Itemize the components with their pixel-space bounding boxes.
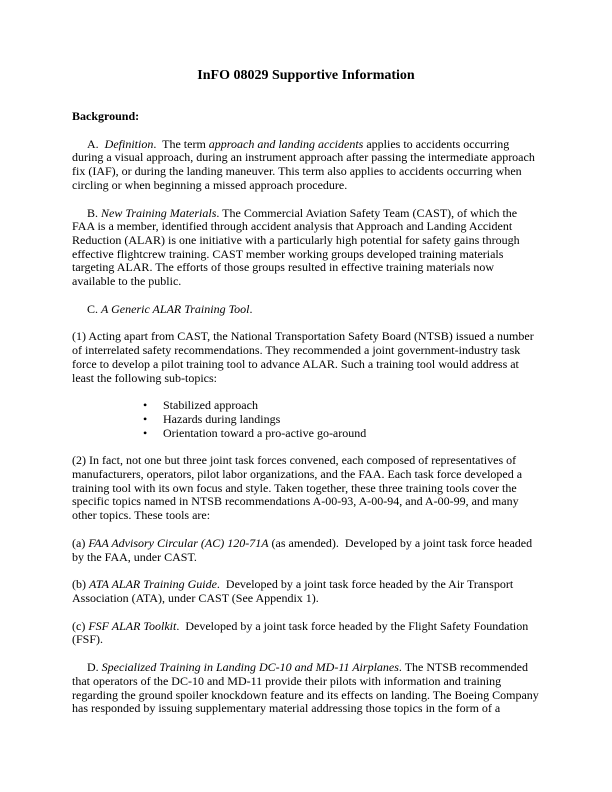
tool-item-c-fsf-alar-toolkit: (c) FSF ALAR Toolkit. Developed by a joint task force headed by the Flight Safety Foundation (FSF). [72, 618, 532, 647]
subtopics-bullet-list [72, 399, 540, 440]
tool-item-b-ata-alar-training-guide: (b) ATA ALAR Training Guide. Developed by a joint task force headed by the Air Transport Association (ATA), under CAST (See Appendix 1). [72, 577, 516, 605]
section-heading-background: Background: [72, 109, 140, 123]
list-item-stabilized-approach [143, 399, 540, 413]
tool-item-a-faa-advisory-circular: (a) FAA Advisory Circular (AC) 120-71A (as amended). Developed by a joint task force headed by the FAA, under CAST. [72, 535, 536, 564]
paragraph-c2-three-task-forces: (2) In fact, not one but three joint task forces convened, each composed of representatives of manufacturers, operators, pilot labor organizations, and the FAA. Each task force developed a training tool with its own focus and style. Taken together, these three training tools cover the specific topics named in NTSB recommendations A-00-93, A-00-94, and A-00-99, and many other topics. These tools are: [72, 453, 526, 523]
bullet-text: Orientation toward a pro-active go-around [163, 425, 367, 440]
bullet-text: Hazards during landings [163, 411, 281, 426]
bullet-icon: • [143, 411, 148, 426]
bullet-icon: • [143, 425, 148, 440]
bullet-text: Stabilized approach [163, 398, 258, 413]
paragraph-c1-ntsb-recommendations: (1) Acting apart from CAST, the National Transportation Safety Board (NTSB) issued a number of interrelated safety recommendations. They recommended a joint government-industry task force to develop a pilot training tool to advance ALAR. Such a training tool would address at least the following sub-topics: [72, 329, 537, 385]
paragraph-a-definition: A. Definition. The term approach and landing accidents applies to accidents occurring during a visual approach, during an instrument approach after passing the intermediate approach fix (IAF), or during the landing maneuver. This term also applies to accidents occurring when circling or when beginning a missed approach procedure. [72, 136, 538, 192]
paragraph-b-new-training-materials: B. New Training Materials. The Commercial Aviation Safety Team (CAST), of which the FAA is a member, identified through accident analysis that Approach and Landing Accident Reduction (ALAR) is one initiative with a particularly high potential for safety gains through effective flightcrew training. CAST member working groups developed training materials targeting ALAR. The efforts of those groups resulted in effective training materials now available to the public. [72, 205, 523, 289]
list-item-proactive-go-around [143, 427, 540, 441]
document-title: InFO 08029 Supportive Information [197, 68, 415, 83]
list-item-hazards-during-landings [143, 413, 540, 427]
bullet-icon: • [143, 398, 148, 413]
paragraph-d-specialized-training: D. Specialized Training in Landing DC-10 and MD-11 Airplanes. The NTSB recommended that operators of the DC-10 and MD-11 provide their pilots with information and training regarding the ground spoiler knockdown feature and its effects on landing. The Boeing Company has responded by issuing supplementary material addressing those topics in the form of a [72, 660, 542, 716]
heading-c-generic-alar-training-tool: C. A Generic ALAR Training Tool. [87, 301, 253, 316]
